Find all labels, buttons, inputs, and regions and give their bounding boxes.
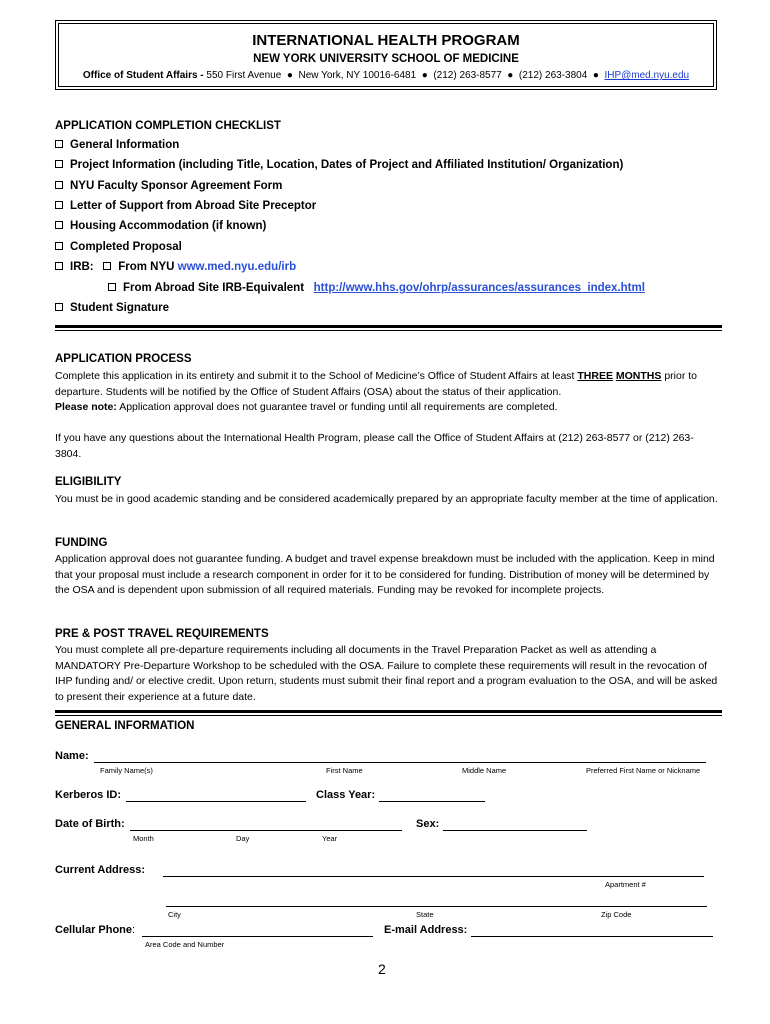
checkbox-icon[interactable] — [55, 303, 63, 311]
travel-heading: PRE & POST TRAVEL REQUIREMENTS — [55, 628, 269, 640]
name-field[interactable] — [94, 762, 706, 763]
sex-field[interactable] — [443, 830, 587, 831]
fax-number: (212) 263-3804 — [518, 70, 588, 81]
email-label: E-mail Address: — [384, 924, 468, 936]
checklist-item[interactable]: Letter of Support from Abroad Site Preceptor — [55, 200, 316, 212]
first-name-caption: First Name — [326, 766, 363, 775]
checkbox-icon[interactable] — [103, 262, 111, 270]
process-paragraph: Complete this application in its entirety and submit it to the School of Medicine’s Office of Student Affairs at least THREE MONTHS prior to departure. Students will be notified by the Office of Student Affairs (OSA) about the status of their application. Please note: Application approval does not guarantee travel or funding until all requirements are completed. — [55, 370, 697, 414]
address-label: Current Address: — [55, 864, 146, 876]
checkbox-icon[interactable] — [55, 221, 63, 229]
year-caption: Year — [322, 834, 338, 843]
zip-caption: Zip Code — [601, 910, 632, 919]
bullet-icon: ● — [421, 70, 428, 81]
checklist-item[interactable]: Student Signature — [55, 302, 169, 314]
kerberos-label: Kerberos ID: — [55, 789, 122, 801]
bullet-icon: ● — [507, 70, 514, 81]
month-caption: Month — [133, 834, 154, 843]
funding-heading: FUNDING — [55, 537, 108, 549]
city-address: New York, NY 10016-6481 — [298, 70, 417, 81]
checklist-heading: APPLICATION COMPLETION CHECKLIST — [55, 120, 281, 132]
city-state-zip-field[interactable] — [166, 906, 707, 907]
checklist-item-irb-abroad[interactable]: From Abroad Site IRB-Equivalent http://www.hhs.gov/ohrp/assurances/assurances_index.html — [108, 282, 645, 294]
bullet-icon: ● — [286, 70, 293, 81]
checklist-item[interactable]: Housing Accommodation (if known) — [55, 220, 266, 232]
cell-phone-field[interactable] — [142, 936, 373, 937]
preferred-name-caption: Preferred First Name or Nickname — [586, 766, 701, 775]
dob-field[interactable] — [130, 830, 402, 831]
checkbox-icon[interactable] — [55, 201, 63, 209]
checklist-item[interactable]: Completed Proposal — [55, 241, 182, 253]
school-name: NEW YORK UNIVERSITY SCHOOL OF MEDICINE — [253, 53, 519, 65]
process-contact-paragraph: If you have any questions about the International Health Program, please call the Office of Student Affairs at (212) 263-8577 or (212) 263-3804. — [55, 432, 694, 460]
contact-line — [59, 70, 713, 81]
divider — [55, 715, 722, 716]
class-year-field[interactable] — [379, 801, 485, 802]
eligibility-paragraph: You must be in good academic standing and be considered academically prepared by an appropriate faculty member at the time of application. — [55, 493, 718, 505]
checklist-item[interactable]: Project Information (including Title, Location, Dates of Project and Affiliated Institution/ Organization) — [55, 159, 623, 171]
family-name-caption: Family Name(s) — [100, 766, 153, 775]
process-heading: APPLICATION PROCESS — [55, 353, 192, 365]
office-label: Office of Student Affairs - — [82, 70, 204, 81]
sex-label: Sex: — [416, 818, 440, 830]
checklist-item[interactable]: General Information — [55, 139, 179, 151]
divider — [55, 330, 722, 331]
irb-abroad-link[interactable]: http://www.hhs.gov/ohrp/assurances/assurances_index.html — [313, 282, 645, 294]
phone-number: (212) 263-8577 — [433, 70, 502, 81]
kerberos-field[interactable] — [126, 801, 306, 802]
irb-nyu-link[interactable]: www.med.nyu.edu/irb — [177, 261, 297, 273]
page-number: 2 — [378, 961, 386, 977]
checkbox-icon[interactable] — [55, 140, 63, 148]
dob-label: Date of Birth: — [55, 818, 125, 830]
cell-phone-label: Cellular Phone: — [55, 924, 136, 936]
checkbox-icon[interactable] — [55, 181, 63, 189]
middle-name-caption: Middle Name — [462, 766, 507, 775]
checkbox-icon[interactable] — [55, 160, 63, 168]
checkbox-icon[interactable] — [55, 262, 63, 270]
divider — [55, 710, 722, 713]
name-label: Name: — [55, 750, 89, 762]
email-link[interactable]: IHP@med.nyu.edu — [604, 70, 690, 81]
eligibility-heading: ELIGIBILITY — [55, 476, 122, 488]
checklist-item[interactable]: NYU Faculty Sponsor Agreement Form — [55, 180, 282, 192]
apartment-caption: Apartment # — [605, 880, 646, 889]
day-caption: Day — [236, 834, 250, 843]
area-code-caption: Area Code and Number — [145, 940, 225, 949]
bullet-icon: ● — [592, 70, 599, 81]
divider — [55, 325, 722, 328]
city-caption: City — [168, 910, 181, 919]
checklist-item-irb[interactable]: IRB: From NYU www.med.nyu.edu/irb — [55, 261, 296, 273]
program-title: INTERNATIONAL HEALTH PROGRAM — [252, 32, 520, 49]
street-address: 550 First Avenue — [206, 70, 282, 81]
travel-paragraph: You must complete all pre-departure requirements including all documents in the Travel Preparation Packet as well as attending a MANDATORY Pre-Departure Workshop to be scheduled with the OSA. Failure to complete these requirements will result in the revocation of IHP funding and/ or elective credit. Upon return, students must submit their final report and a program evaluation to the OSA, and will be asked to present their experience at a future date. — [55, 644, 718, 703]
state-caption: State — [416, 910, 434, 919]
general-heading: GENERAL INFORMATION — [55, 720, 195, 732]
funding-paragraph: Application approval does not guarantee funding. A budget and travel expense breakdown must be included with the application. Keep in mind that your proposal must include a research component in order for it to be considered for funding. Distribution of money will be determined by the OSA and is dependent upon submission of all required materials. Funding may be revoked for incomplete projects. — [55, 553, 715, 597]
email-field[interactable] — [471, 936, 713, 937]
checkbox-icon[interactable] — [55, 242, 63, 250]
header-box — [55, 20, 717, 90]
class-year-label: Class Year: — [316, 789, 376, 801]
address-field[interactable] — [163, 876, 704, 877]
checkbox-icon[interactable] — [108, 283, 116, 291]
irb-nyu-label: From NYU — [118, 261, 175, 273]
